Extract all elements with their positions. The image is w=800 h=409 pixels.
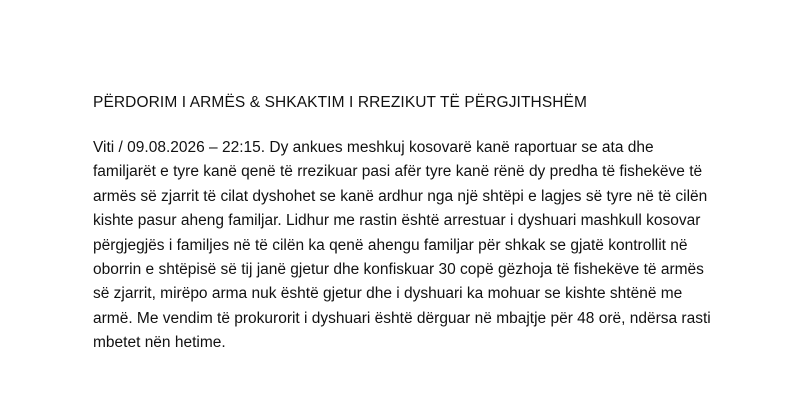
news-article	[93, 92, 713, 356]
article-body: Viti / 09.08.2026 – 22:15. Dy ankues meshkuj kosovarë kanë raportuar se ata dhe familjarët e tyre kanë qenë të rrezikuar pasi afër tyre kanë rënë dy predha të fishekëve të armës së zjarrit të cilat dyshohet se kanë ardhur nga një shtëpi e lagjes së tyre në të cilën kishte pasur aheng familjar. Lidhur me rastin është arrestuar i dyshuari mashkull kosovar përgjegjës i familjes në të cilën ka qenë ahengu familjar për shkak se gjatë kontrollit në oborrin e shtëpisë së tij janë gjetur dhe konfiskuar 30 copë gëzhoja të fishekëve të armës së zjarrit, mirëpo arma nuk është gjetur dhe i dyshuari ka mohuar se kishte shtënë me armë. Me vendim të prokurorit i dyshuari është dërguar në mbajtje për 48 orë, ndërsa rasti mbetet nën hetime.	[93, 139, 711, 352]
article-headline: PËRDORIM I ARMËS & SHKAKTIM I RREZIKUT TË PËRGJITHSHËM	[93, 94, 588, 111]
